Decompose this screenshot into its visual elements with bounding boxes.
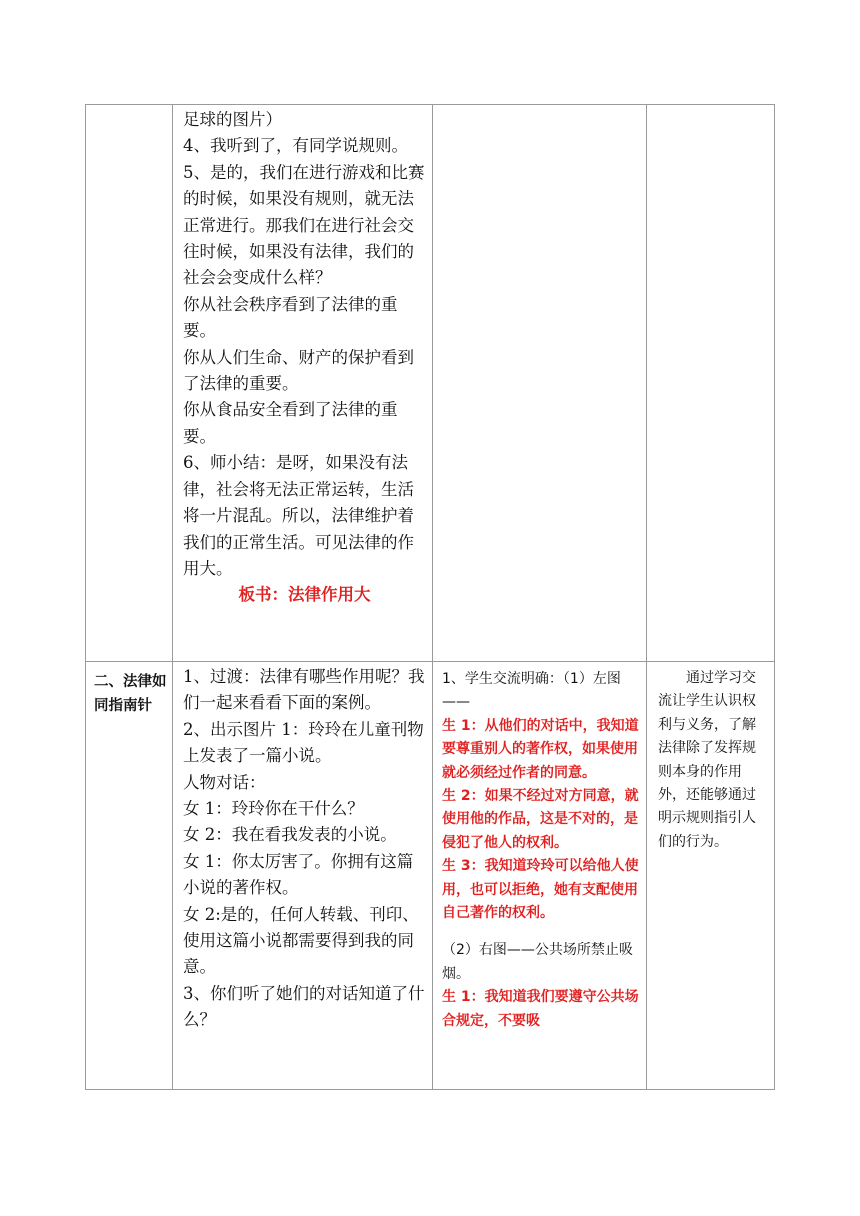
design-intent: 通过学习交流让学生认识权利与义务，了解法律除了发挥规则本身的作用外，还能够通过明示规则指引人们的行为。 [658,670,756,850]
student-answer: 生 3：我知道玲玲可以给他人使用，也可以拒绝，她有支配使用自己著作的权利。 [442,858,639,922]
paragraph: 女 2:是的，任何人转载、刊印、使用这篇小说都需要得到我的同意。 [183,904,419,977]
paragraph: （2）右图——公共场所禁止吸烟。 [442,942,633,982]
paragraph: 足球的图片） [183,110,282,129]
design-intent-cell [647,662,775,1090]
table-row [86,105,775,662]
section-cell [86,105,173,662]
paragraph: 4、我听到了，有同学说规则。 [183,136,408,156]
student-activity-cell [433,662,647,1090]
design-intent-cell [647,105,775,662]
student-answer: 生 1：我知道我们要遵守公共场合规定，不要吸 [442,989,639,1029]
paragraph: 3、你们听了她们的对话知道了什么？ [183,983,425,1030]
paragraph: 你从人们生命、财产的保护看到了法律的重要。 [183,347,414,394]
paragraph: 女 1：你太厉害了。你拥有这篇小说的著作权。 [183,851,414,898]
paragraph: 6、师小结：是呀，如果没有法律，社会将无法正常运转，生活将一片混乱。所以，法律维护着我们的正常生活。可见法律的作用大。 [183,453,414,578]
paragraph: 1、学生交流明确：（1）左图—— [442,671,621,711]
paragraph: 你从食品安全看到了法律的重要。 [183,400,398,446]
teacher-activity-cell [173,105,433,662]
paragraph: 人物对话： [183,772,266,792]
paragraph: 5、是的，我们在进行游戏和比赛的时候，如果没有规则，就无法正常进行。那我们在进行社会交往时候，如果没有法律，我们的社会会变成什么样？ [183,162,425,288]
section-cell [86,662,173,1090]
paragraph: 1、过渡：法律有哪些作用呢？我们一起来看看下面的案例。 [183,667,425,713]
paragraph: 2、出示图片 1：玲玲在儿童刊物上发表了一篇小说。 [183,719,424,766]
student-answer: 生 1：从他们的对话中，我知道要尊重别人的著作权，如果使用就必须经过作者的同意。 [442,717,639,781]
teacher-activity-cell [173,662,433,1090]
table-row [86,662,775,1090]
board-writing: 板书：法律作用大 [238,585,371,605]
student-answer: 生 2：如果不经过对方同意，就使用他的作品，这是不对的，是侵犯了他人的权利。 [442,788,639,851]
student-activity-cell [433,105,647,662]
paragraph: 女 1：玲玲你在干什么？ [183,799,364,819]
section-title: 二、法律如同指南针 [94,674,167,714]
paragraph: 你从社会秩序看到了法律的重要。 [183,294,398,341]
lesson-plan-table [85,104,775,1090]
paragraph: 女 2：我在看我发表的小说。 [183,825,397,845]
